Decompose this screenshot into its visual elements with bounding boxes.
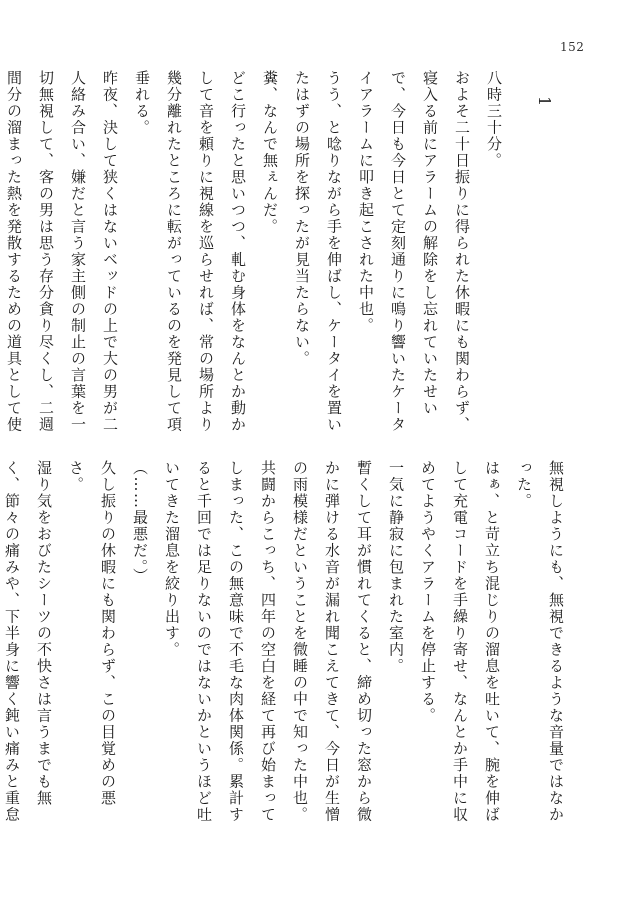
paragraph: はぁ、と苛立ち混じりの溜息を吐いて、腕を伸ばして充電コードを手繰り寄せ、なんとか手中に収めてようやくアラームを停止する。 [419, 460, 501, 823]
paragraph: 共闘からこっち、四年の空白を経て再び始まってしまった、この無意味で不毛な肉体関係。累計すると千回では足りないのではないかというほど吐いてきた溜息を絞り出す。 [163, 460, 277, 823]
paragraph: 糞、なんで無ぇんだ。 [261, 70, 279, 235]
paragraph: およそ二十日振りに得られた休暇にも関わらず、寝入る前にアラームの解除をし忘れていたせいで、今日も今日とて定刻通りに鳴り響いたケータイアラームに叩き起こされた中也。 [357, 70, 471, 433]
paragraph: どこ行ったと思いつつ、軋む身体をなんとか動かして音を頼りに視線を巡らせれば、常の場所より幾分離れたところに転がっているのを発見して項垂れる。 [133, 70, 247, 433]
paragraph: 八時三十分。 [485, 70, 503, 169]
paragraph: 久し振りの休暇にも関わらず、この目覚めの悪さ。 [67, 460, 117, 807]
paragraph: うう、と唸りながら手を伸ばし、ケータイを置いたはずの場所を探ったが見当たらない。 [293, 70, 343, 433]
chapter-number: 1 [535, 96, 554, 107]
page-number: 152 [560, 40, 585, 54]
paragraph: 暫くして耳が慣れてくると、締め切った窓から微かに弾ける水音が漏れ聞こえてきて、今日が生憎の雨模様だということを微睡の中で知った中也。 [291, 460, 373, 823]
upper-text-block [5, 70, 510, 440]
paragraph: 昨夜、決して狭くはないベッドの上で大の男が二人絡み合い、嫌だと言う家主側の制止の言葉を一切無視して、客の男は思う存分貪り尽くし、二週間分の溜まった熱を発散するための道具として使 [5, 70, 119, 433]
paragraph: 湿り気をおびたシーツの不快さは言うまでも無く、節々の痛みや、下半身に響く鈍い痛みと重怠 [3, 460, 53, 823]
paragraph: （……最悪だ。） [131, 460, 149, 585]
paragraph: 一気に静寂に包まれた室内。 [387, 460, 405, 675]
paragraph: 無視しようにも、無視できるような音量ではなかった。 [515, 460, 565, 823]
lower-text-block [3, 460, 572, 830]
